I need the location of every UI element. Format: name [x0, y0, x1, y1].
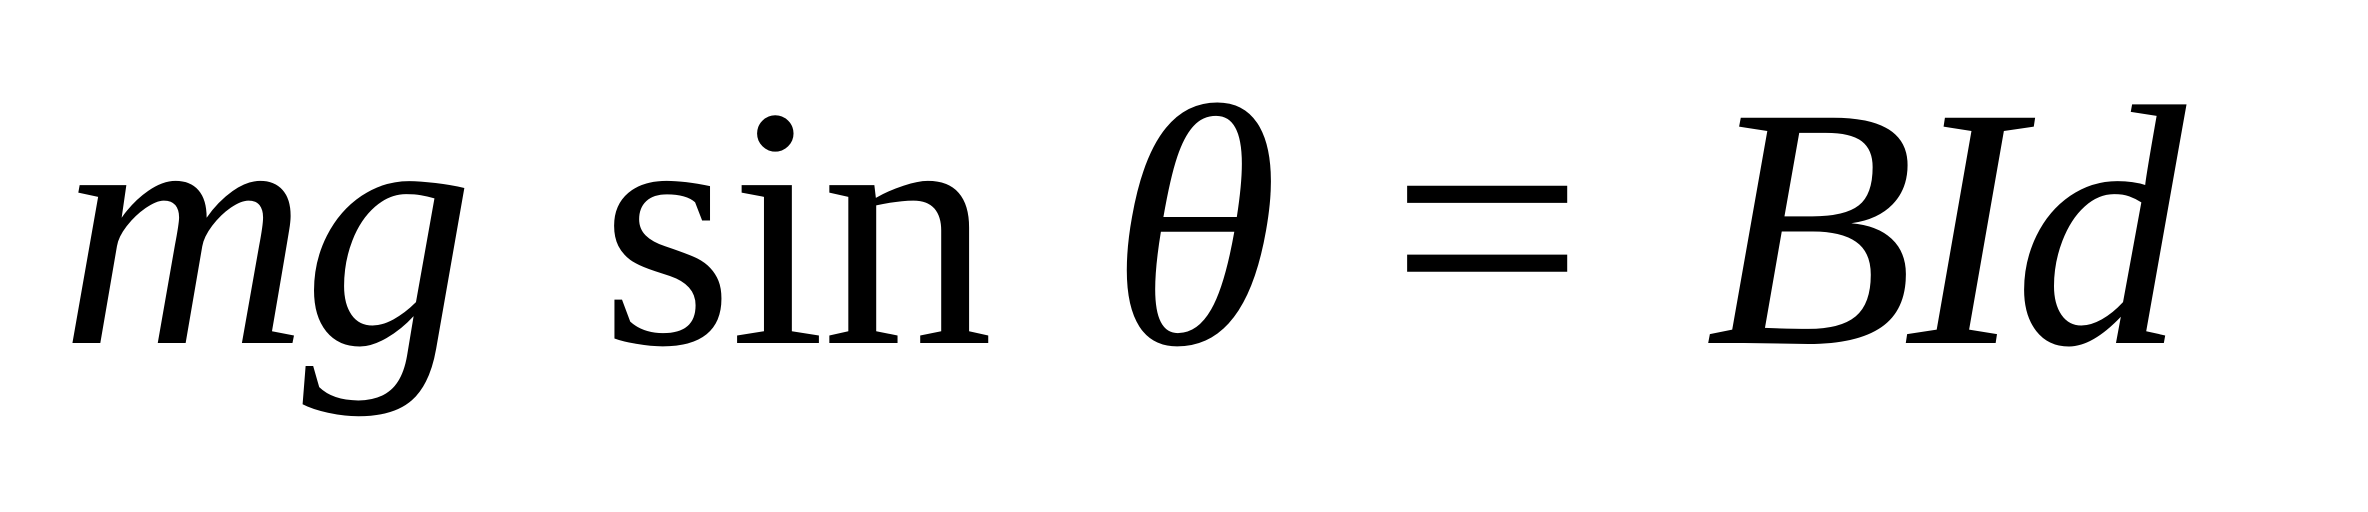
rhs-variables-bid: BId — [1705, 37, 2178, 418]
sine-function: sin — [600, 37, 990, 418]
angle-theta: θ — [1110, 37, 1279, 418]
lhs-variables-mg: mg — [60, 37, 469, 418]
equals-operator: = — [1390, 37, 1585, 418]
